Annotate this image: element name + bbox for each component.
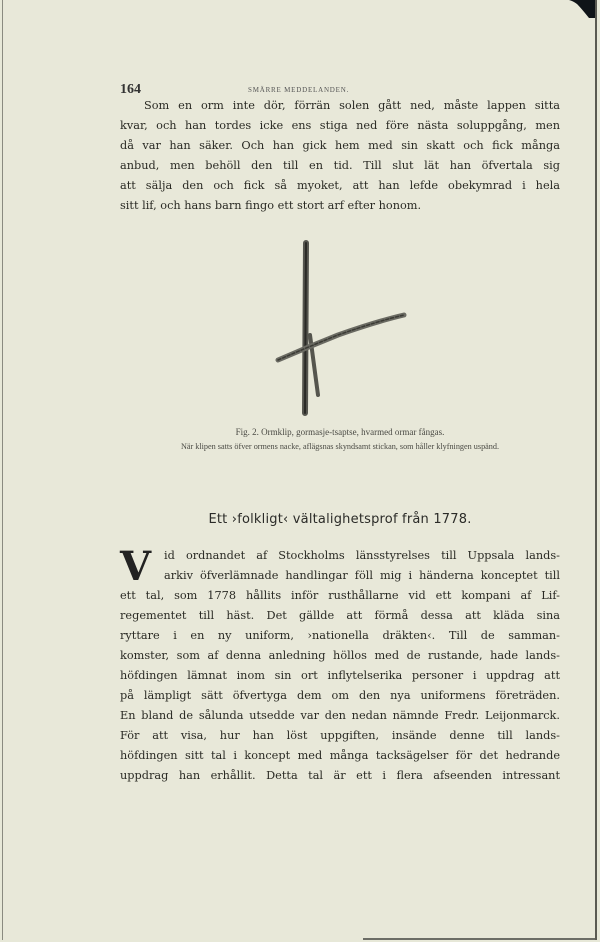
text-line: då var han säker. Och han gick hem med sin skatt och fick många [120, 139, 560, 152]
text-line: uppdrag han erhållit. Detta tal är ett i flera afseenden intressant [120, 769, 560, 782]
text-line: arkiv öfverlämnade handlingar föll mig i händerna konceptet till [164, 569, 560, 582]
text-line: id ordnandet af Stockholms länsstyrelses till Uppsala lands- [164, 549, 560, 562]
text-line: ett tal, som 1778 hållits inför rusthållarne vid ett kompani af Lif- [120, 589, 560, 602]
figure-caption-text: När klipen satts öfver ormens nacke, aflägsnas skyndsamt stickan, som håller klyfningen uspänd. [180, 442, 500, 451]
text-line: ryttare i en ny uniform, ›nationella dräkten‹. Till de samman- [120, 629, 560, 642]
text-line: höfdingen sitt tal i koncept med många tacksägelser för det hedrande [120, 749, 560, 762]
text-line: Som en orm inte dör, förrän solen gått ned, måste lappen sitta [144, 99, 560, 112]
page-number: 164 [120, 82, 141, 97]
text-line: För att visa, hur han löst uppgiften, insände denne till lands- [120, 729, 560, 742]
text-line: En bland de sålunda utsedde var den nedan nämnde Fredr. Leijonmarck. [120, 709, 560, 722]
text-line: höfdingen lämnat inom sin ort inflytelserika personer i uppdrag att [120, 669, 560, 682]
text-line: komster, som af denna anledning höllos med de rustande, hade lands- [120, 649, 560, 662]
text-line: att sälja den och fick så myoket, att han lefde obekymrad i hela [120, 179, 560, 192]
page-bottom-edge [363, 938, 595, 940]
section-heading: Ett ›folkligt‹ vältalighetsprof från 1778. [208, 512, 472, 527]
page-corner-shadow [555, 0, 595, 18]
snake-clip-illustration-icon [268, 235, 408, 435]
running-head: SMÄRRE MEDDELANDEN. [248, 86, 350, 94]
text-line: anbud, men behöll den till en tid. Till slut lät han öfvertala sig [120, 159, 560, 172]
paragraph-2 [120, 543, 560, 786]
text-line: på lämpligt sätt öfvertyga dem om den nya uniformens företräden. [120, 689, 560, 702]
text-line: regementet till häst. Det gällde att förmå dessa att kläda sina [120, 609, 560, 622]
text-line: kvar, och han tordes icke ens stiga ned före nästa soluppgång, men [120, 119, 560, 132]
drop-cap: V [120, 543, 152, 590]
figure-caption-title: Fig. 2. Ormklip, gormasje-tsaptse, hvarmed ormar fångas. [235, 427, 445, 437]
scanned-page [2, 0, 597, 940]
paragraph-1 [120, 96, 560, 216]
text-line: sitt lif, och hans barn fingo ett stort arf efter honom. [120, 199, 422, 212]
